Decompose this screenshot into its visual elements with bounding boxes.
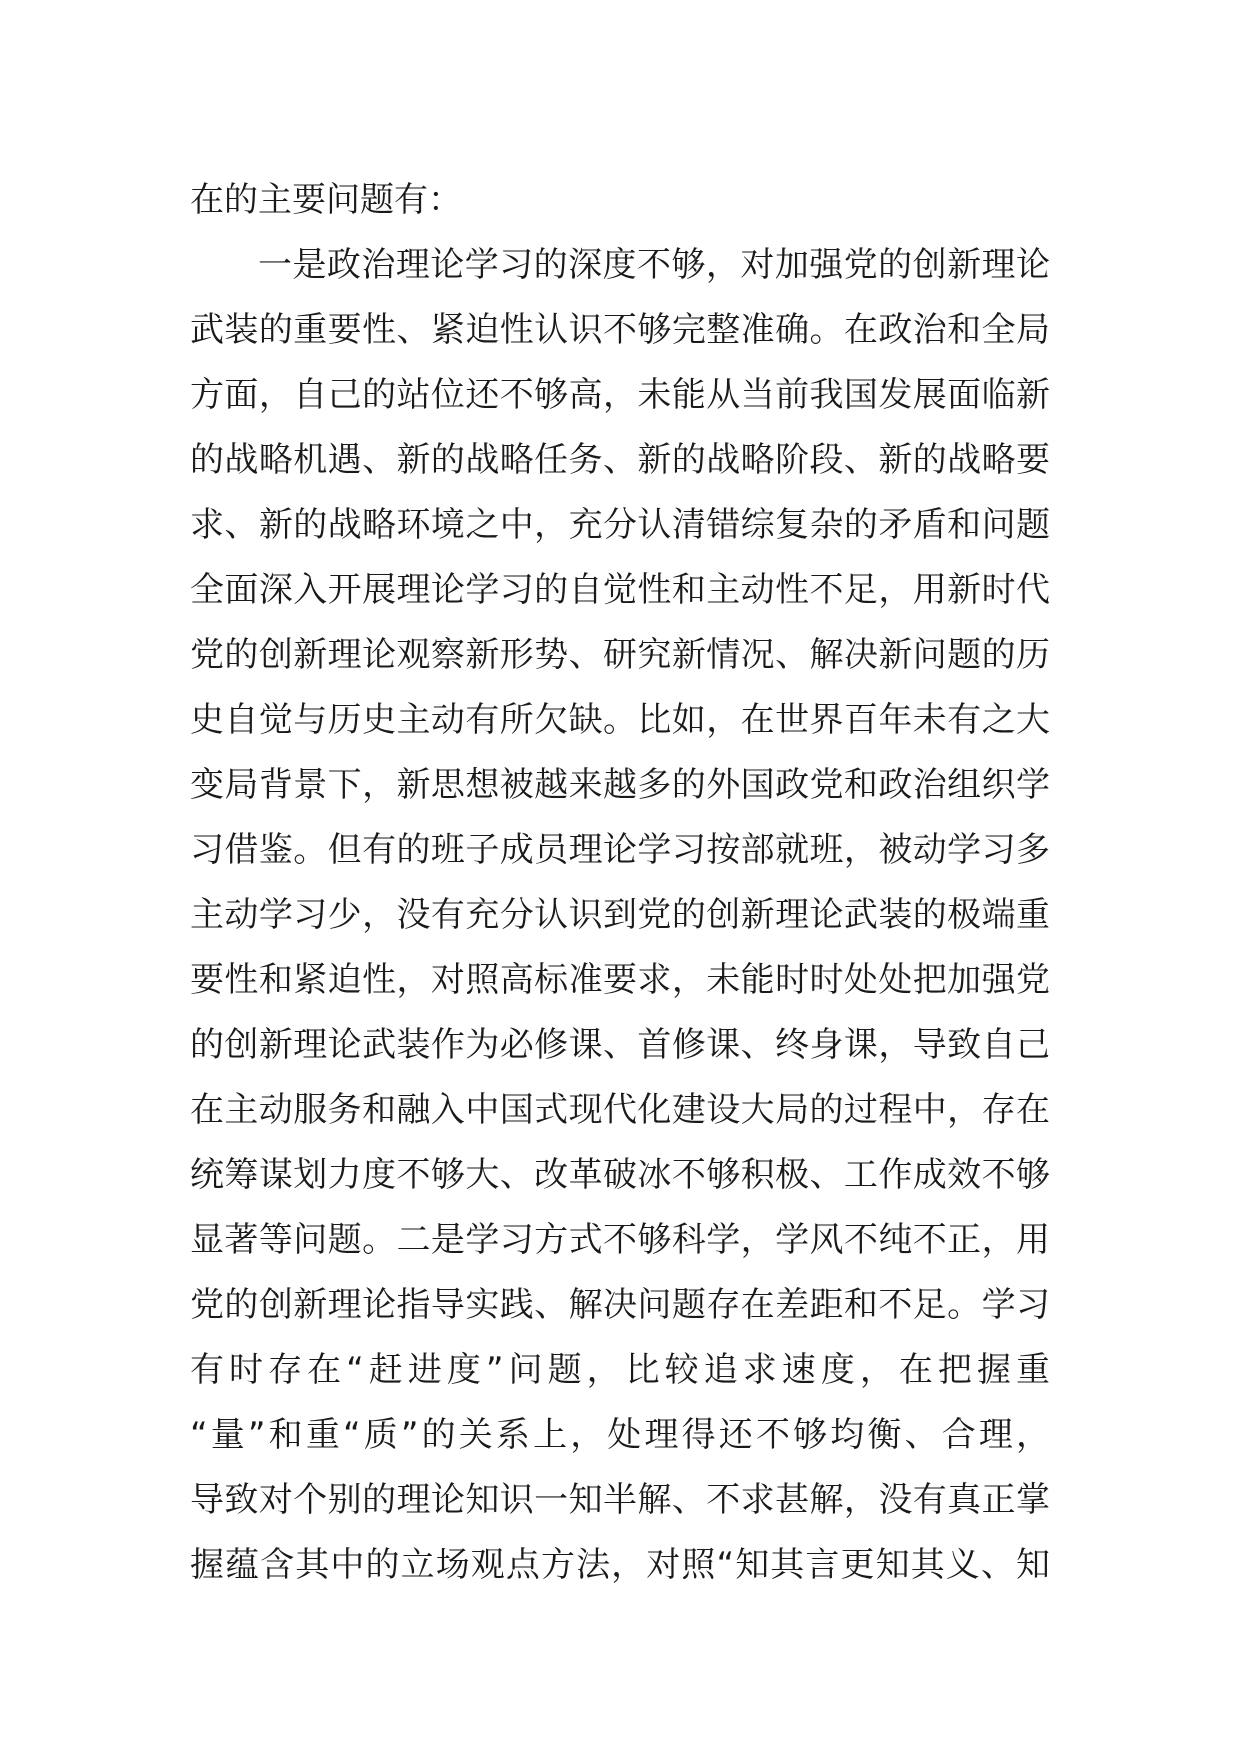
text-line: “量”和重“质”的关系上，处理得还不够均衡、合理， xyxy=(190,1415,1050,1455)
text-line: 的战略机遇、新的战略任务、新的战略阶段、新的战略要 xyxy=(190,440,1050,480)
text-line: 在主动服务和融入中国式现代化建设大局的过程中，存在 xyxy=(190,1090,1050,1130)
text-line: 主动学习少，没有充分认识到党的创新理论武装的极端重 xyxy=(190,895,1050,935)
text-line: 武装的重要性、紧迫性认识不够完整准确。在政治和全局 xyxy=(190,310,1050,350)
text-line: 党的创新理论指导实践、解决问题存在差距和不足。学习 xyxy=(190,1285,1050,1325)
text-line: 史自觉与历史主动有所欠缺。比如，在世界百年未有之大 xyxy=(190,700,1050,740)
text-line: 变局背景下，新思想被越来越多的外国政党和政治组织学 xyxy=(190,765,1050,805)
text-line: 的创新理论武装作为必修课、首修课、终身课，导致自己 xyxy=(190,1025,1050,1065)
text-line: 在的主要问题有： xyxy=(190,180,462,220)
text-line: 有时存在“赶进度”问题，比较追求速度，在把握重 xyxy=(190,1350,1050,1390)
text-line: 党的创新理论观察新形势、研究新情况、解决新问题的历 xyxy=(190,635,1050,675)
text-line: 握蕴含其中的立场观点方法，对照“知其言更知其义、知 xyxy=(190,1545,1050,1585)
text-line: 求、新的战略环境之中，充分认清错综复杂的矛盾和问题 xyxy=(190,505,1050,545)
body-text xyxy=(190,168,1050,1598)
text-line: 方面，自己的站位还不够高，未能从当前我国发展面临新 xyxy=(190,375,1050,415)
text-line: 导致对个别的理论知识一知半解、不求甚解，没有真正掌 xyxy=(190,1480,1050,1520)
text-line: 一是政治理论学习的深度不够，对加强党的创新理论 xyxy=(258,245,1050,285)
text-line: 显著等问题。二是学习方式不够科学，学风不纯不正，用 xyxy=(190,1220,1050,1260)
text-line: 习借鉴。但有的班子成员理论学习按部就班，被动学习多 xyxy=(190,830,1050,870)
text-line: 统筹谋划力度不够大、改革破冰不够积极、工作成效不够 xyxy=(190,1155,1050,1195)
text-line: 要性和紧迫性，对照高标准要求，未能时时处处把加强党 xyxy=(190,960,1050,1000)
text-line: 全面深入开展理论学习的自觉性和主动性不足，用新时代 xyxy=(190,570,1050,610)
